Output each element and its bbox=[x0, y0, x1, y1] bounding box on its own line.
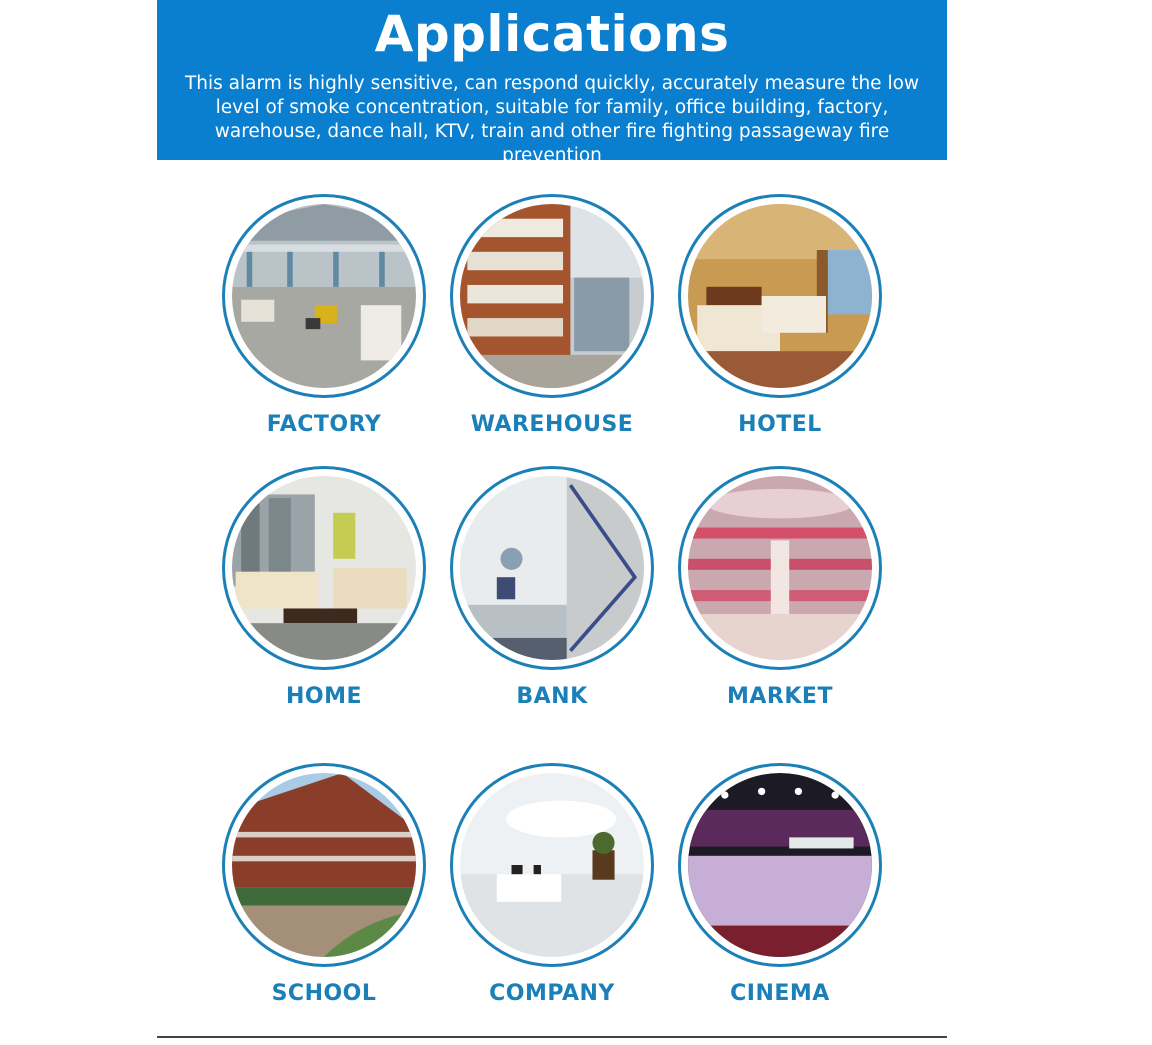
application-card-warehouse bbox=[447, 194, 657, 437]
application-label: FACTORY bbox=[266, 412, 382, 437]
market-photo bbox=[688, 476, 872, 660]
application-card-school bbox=[219, 763, 429, 1006]
application-card-company bbox=[447, 763, 657, 1006]
school-photo-frame bbox=[222, 763, 426, 967]
banner-title: Applications bbox=[374, 5, 730, 63]
application-label: BANK bbox=[516, 684, 588, 709]
application-label: COMPANY bbox=[489, 981, 615, 1006]
warehouse-photo-frame bbox=[450, 194, 654, 398]
hotel-photo bbox=[688, 204, 872, 388]
warehouse-photo bbox=[460, 204, 644, 388]
cinema-photo-frame bbox=[678, 763, 882, 967]
bank-photo bbox=[460, 476, 644, 660]
banner-description: This alarm is highly sensitive, can respond quickly, accurately measure the low level of smoke concentration, suitable for family, office building, factory, warehouse, dance hall, KTV, train and other fire fighting passageway fire prevention bbox=[184, 73, 920, 166]
application-label: WAREHOUSE bbox=[470, 412, 634, 437]
applications-banner bbox=[157, 0, 947, 166]
application-label: MARKET bbox=[727, 684, 833, 709]
application-card-cinema bbox=[675, 763, 885, 1006]
application-label: HOTEL bbox=[738, 412, 822, 437]
application-label: HOME bbox=[285, 684, 363, 709]
factory-photo-frame bbox=[222, 194, 426, 398]
application-card-bank bbox=[447, 466, 657, 709]
application-card-market bbox=[675, 466, 885, 709]
company-photo bbox=[460, 773, 644, 957]
bank-photo-frame bbox=[450, 466, 654, 670]
company-photo-frame bbox=[450, 763, 654, 967]
application-label: CINEMA bbox=[730, 981, 830, 1006]
factory-photo bbox=[232, 204, 416, 388]
home-photo bbox=[232, 476, 416, 660]
application-card-factory bbox=[219, 194, 429, 437]
school-photo bbox=[232, 773, 416, 957]
market-photo-frame bbox=[678, 466, 882, 670]
applications-panel bbox=[157, 0, 947, 1045]
application-card-hotel bbox=[675, 194, 885, 437]
bottom-divider bbox=[157, 1036, 947, 1038]
application-label: SCHOOL bbox=[271, 981, 377, 1006]
application-card-home bbox=[219, 466, 429, 709]
cinema-photo bbox=[688, 773, 872, 957]
hotel-photo-frame bbox=[678, 194, 882, 398]
home-photo-frame bbox=[222, 466, 426, 670]
